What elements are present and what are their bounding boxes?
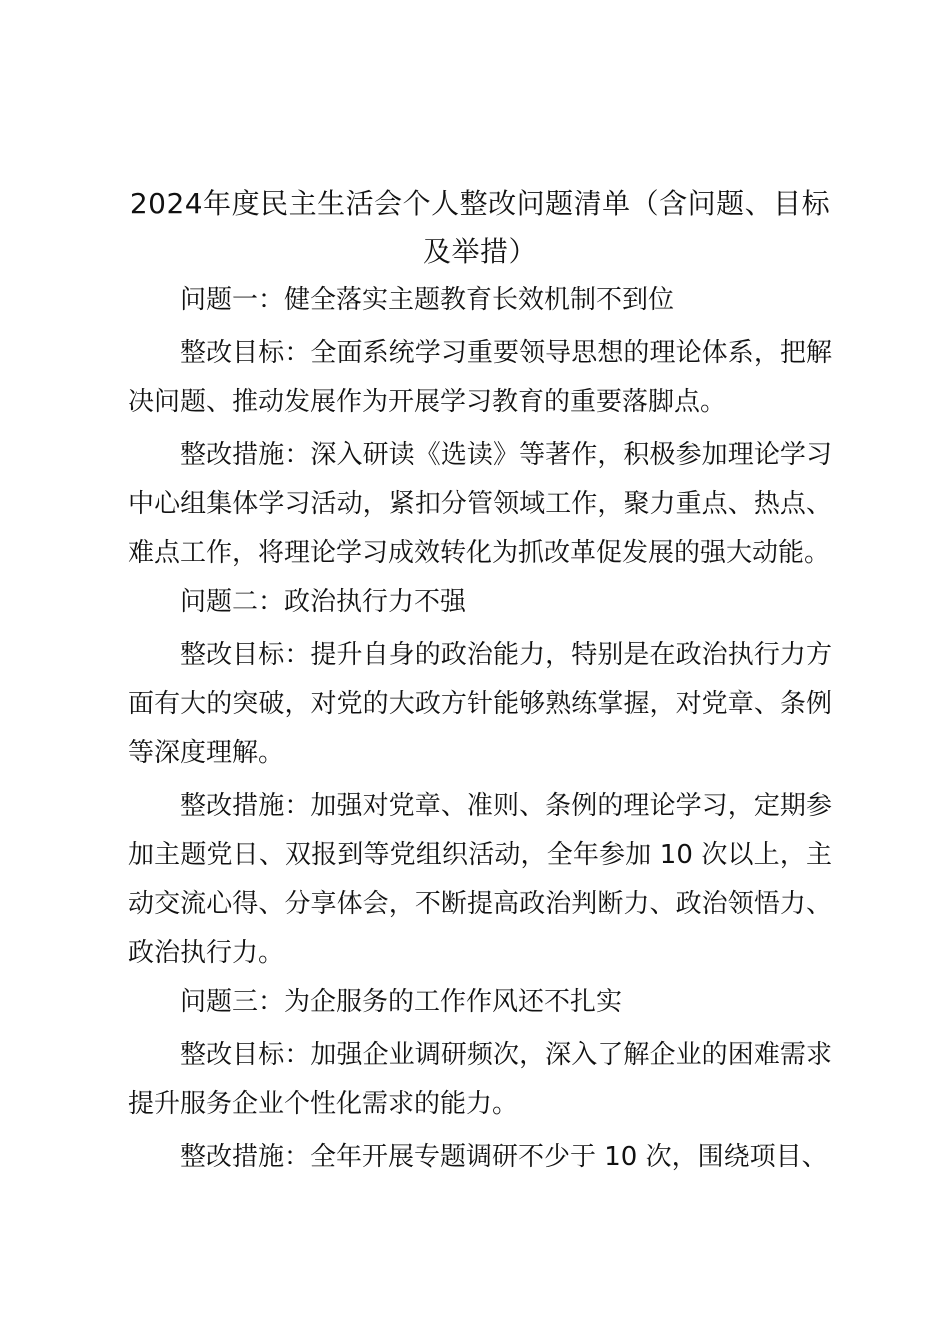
issue-2-heading: 问题二：政治执行力不强: [180, 587, 467, 617]
issue-3-heading: 问题三：为企服务的工作作风还不扎实: [180, 987, 623, 1017]
issue-1-heading: 问题一：健全落实主题教育长效机制不到位: [180, 285, 675, 315]
issue-3-measures: 整改措施：全年开展专题调研不少于 10 次，围绕项目、: [180, 1142, 828, 1172]
issue-3-goal: 整改目标：加强企业调研频次，深入了解企业的困难需求提升服务企业个性化需求的能力。: [128, 1040, 832, 1119]
issue-1-measures: 整改措施：深入研读《选读》等著作，积极参加理论学习中心组集体学习活动，紧扣分管领域工作，聚力重点、热点、难点工作，将理论学习成效转化为抓改革促发展的强大动能。: [128, 440, 832, 568]
issue-2-measures: 整改措施：加强对党章、准则、条例的理论学习，定期参加主题党日、双报到等党组织活动，全年参加 10 次以上，主动交流心得、分享体会，不断提高政治判断力、政治领悟力、政治执行力。: [128, 791, 832, 968]
issue-1-goal: 整改目标：全面系统学习重要领导思想的理论体系，把解决问题、推动发展作为开展学习教育的重要落脚点。: [128, 338, 832, 417]
issue-2-goal: 整改目标：提升自身的政治能力，特别是在政治执行力方面有大的突破，对党的大政方针能够熟练掌握，对党章、条例等深度理解。: [128, 640, 832, 768]
document-body: [128, 180, 832, 1182]
document-title: 2024年度民主生活会个人整改问题清单（含问题、目标及举措）: [129, 187, 831, 268]
